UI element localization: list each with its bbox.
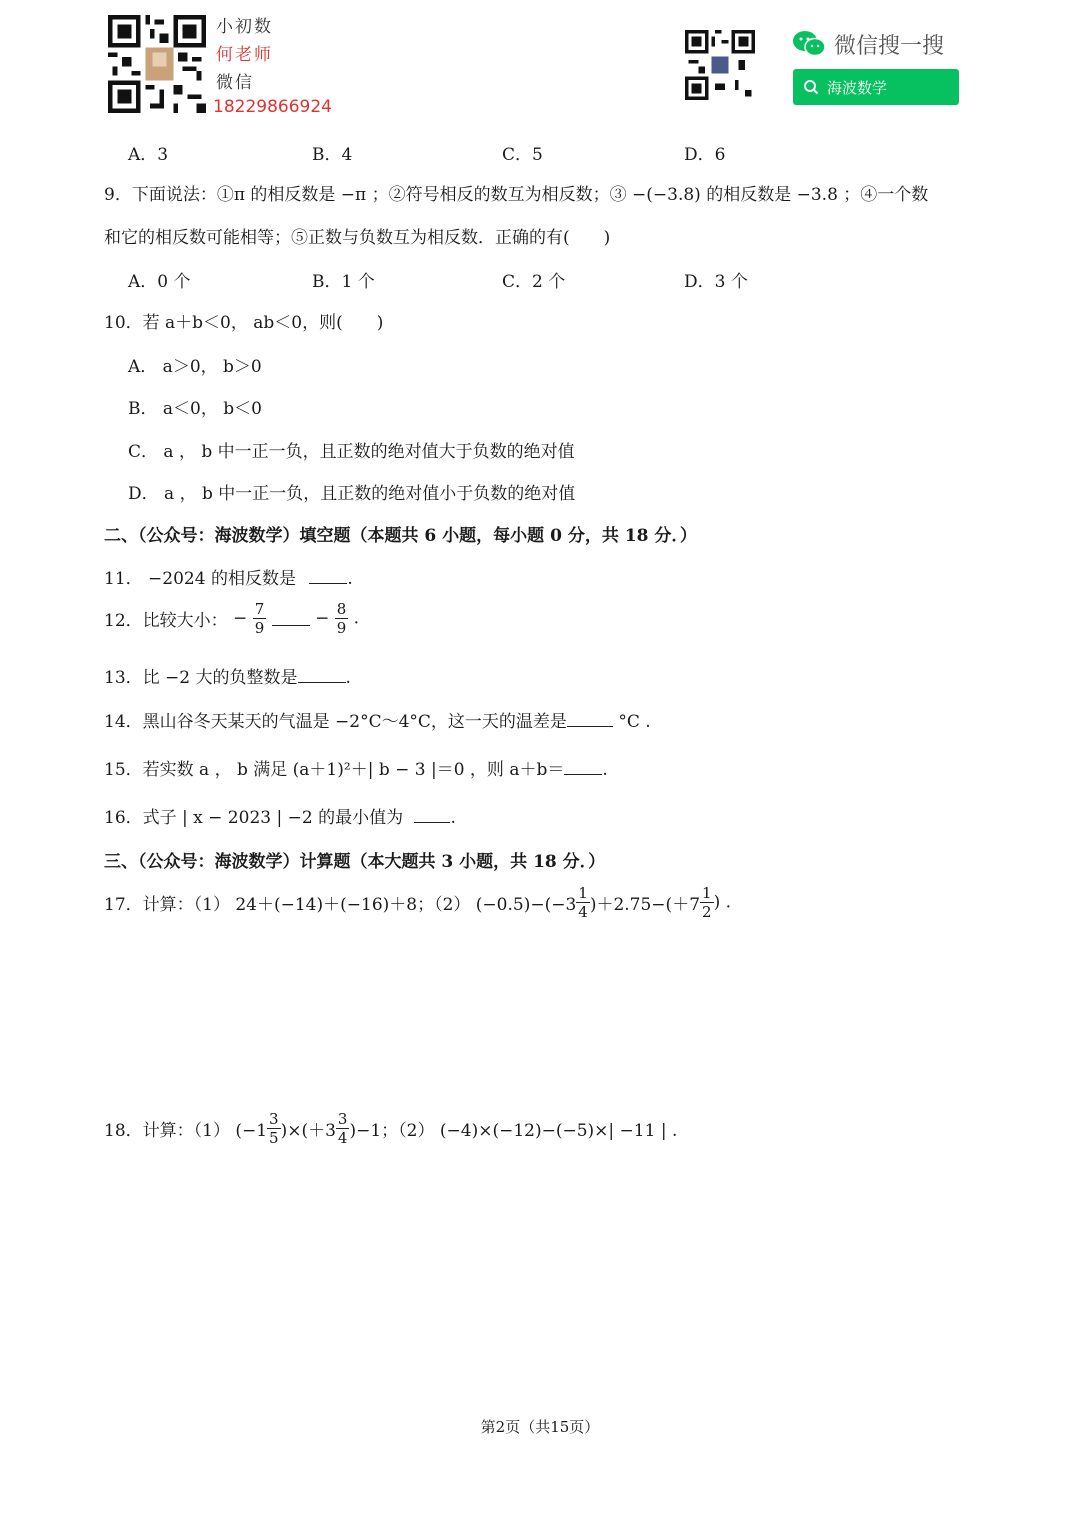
q18-part-3: )−1；（2） (−4)×(−12)−(−5)×| −11 | .: [349, 1121, 678, 1141]
wechat-search-title-text: 微信搜一搜: [834, 33, 945, 59]
q8-option-b: B．4: [312, 145, 353, 165]
q16-end: .: [450, 808, 456, 828]
q14-answer-blank[interactable]: [567, 712, 613, 727]
q12: [104, 600, 359, 637]
q9-stem-line-1: 9．下面说法：①π 的相反数是 −π ；②符号相反的数互为相反数；③ −(−3.8) 的相反数是 −3.8 ；④一个数: [104, 185, 929, 205]
q17-fraction-1-denominator: 4: [578, 903, 588, 921]
q12-fraction-1-denominator: 9: [254, 619, 265, 637]
q12-prefix: 12．比较大小：: [104, 611, 228, 631]
q17-fraction-2-numerator: 1: [702, 884, 712, 902]
wechat-logo-icon: [792, 30, 826, 58]
wechat-search-button[interactable]: [793, 69, 959, 105]
qr-caption-phone: 18229866924: [213, 97, 332, 117]
q10-option-a: A． a＞0， b＞0: [128, 357, 262, 377]
qr-caption-line-3: 微信: [216, 73, 254, 93]
search-icon: [803, 79, 819, 95]
teacher-qr-code: [108, 15, 206, 113]
q14-text: 14．黑山谷冬天某天的气温是 −2°C～4°C，这一天的温差是: [104, 712, 567, 732]
q18-fraction-2-denominator: 4: [337, 1129, 348, 1147]
q10-option-c: C． a ， b 中一正一负，且正数的绝对值大于负数的绝对值: [128, 442, 575, 462]
q12-fraction-1-numerator: 7: [254, 600, 265, 618]
q10-stem: 10．若 a＋b＜0， ab＜0，则( ): [104, 313, 384, 333]
q11: [104, 564, 353, 589]
q14: [104, 707, 651, 732]
q17: [104, 884, 731, 921]
q14-end: °C .: [618, 712, 651, 732]
q17-fraction-1: [576, 884, 590, 921]
q13: [104, 663, 351, 688]
q17-fraction-1-numerator: 1: [578, 884, 588, 902]
q9-option-a: A．0 个: [128, 272, 191, 292]
q12-neg-2: −: [315, 608, 330, 629]
q8-option-a: A．3: [128, 145, 169, 165]
q9-option-c: C．2 个: [502, 272, 566, 292]
q17-part-1: 17．计算：（1） 24＋(−14)＋(−16)＋8；（2） (−0.5)−(−3: [104, 895, 577, 915]
q12-fraction-1: [253, 600, 267, 637]
q12-neg-1: −: [233, 608, 248, 629]
q15: [104, 755, 608, 780]
q17-fraction-2: [700, 884, 714, 921]
qr-caption-line-2: 何老师: [216, 45, 273, 65]
q18-part-1: 18．计算：（1） (−1: [104, 1121, 268, 1141]
q18-fraction-1-denominator: 5: [269, 1129, 279, 1147]
q10-option-d: D． a ， b 中一正一负，且正数的绝对值小于负数的绝对值: [128, 484, 576, 504]
q17-part-3: ) .: [713, 892, 732, 913]
q9-option-b: B．1 个: [312, 272, 375, 292]
q13-end: .: [345, 668, 351, 688]
wechat-search-query: 海波数学: [827, 78, 888, 97]
q18-fraction-2: [336, 1110, 350, 1147]
q16-text: 16．式子 | x − 2023 | −2 的最小值为: [104, 808, 404, 828]
q12-end: .: [353, 608, 360, 629]
wechat-qr-code: [685, 30, 755, 100]
q16: [104, 803, 456, 828]
q12-fraction-2-numerator: 8: [336, 600, 347, 618]
qr-caption-line-1: 小初数: [216, 17, 273, 37]
q13-answer-blank[interactable]: [298, 668, 346, 683]
q9-option-d: D．3 个: [684, 272, 748, 292]
q12-fraction-2: [335, 600, 349, 637]
q10-option-b: B． a＜0， b＜0: [128, 399, 262, 419]
page-number-footer: 第2页（共15页）: [480, 1418, 600, 1436]
section-3-heading: 三、（公众号：海波数学）计算题（本大题共 3 小题，共 18 分．）: [104, 852, 606, 872]
q15-end: .: [602, 760, 608, 780]
q18: [104, 1110, 677, 1147]
section-2-heading: 二、（公众号：海波数学）填空题（本题共 6 小题，每小题 0 分，共 18 分．）: [104, 526, 697, 546]
q11-answer-blank[interactable]: [309, 569, 347, 584]
q18-fraction-1-numerator: 3: [269, 1110, 279, 1128]
q12-answer-blank[interactable]: [272, 611, 310, 626]
wechat-search-title: [792, 26, 944, 62]
q16-answer-blank[interactable]: [414, 808, 450, 823]
q18-fraction-2-numerator: 3: [337, 1110, 348, 1128]
q15-text: 15．若实数 a ， b 满足 (a＋1)²＋| b − 3 |＝0 ，则 a＋b＝: [104, 760, 565, 780]
q17-part-2: )＋2.75−(＋7: [589, 895, 701, 915]
q8-option-c: C．5: [502, 145, 543, 165]
q18-part-2: )×(＋3: [280, 1121, 336, 1141]
q15-answer-blank[interactable]: [564, 760, 602, 775]
q9-stem-line-2: 和它的相反数可能相等；⑤正数与负数互为相反数．正确的有( ): [104, 228, 611, 248]
q17-fraction-2-denominator: 2: [702, 903, 712, 921]
q11-end: .: [347, 569, 353, 589]
q12-fraction-2-denominator: 9: [336, 619, 347, 637]
q8-option-d: D．6: [684, 145, 726, 165]
q18-fraction-1: [267, 1110, 281, 1147]
q13-text: 13．比 −2 大的负整数是: [104, 668, 298, 688]
q11-text: 11． −2024 的相反数是: [104, 569, 296, 589]
